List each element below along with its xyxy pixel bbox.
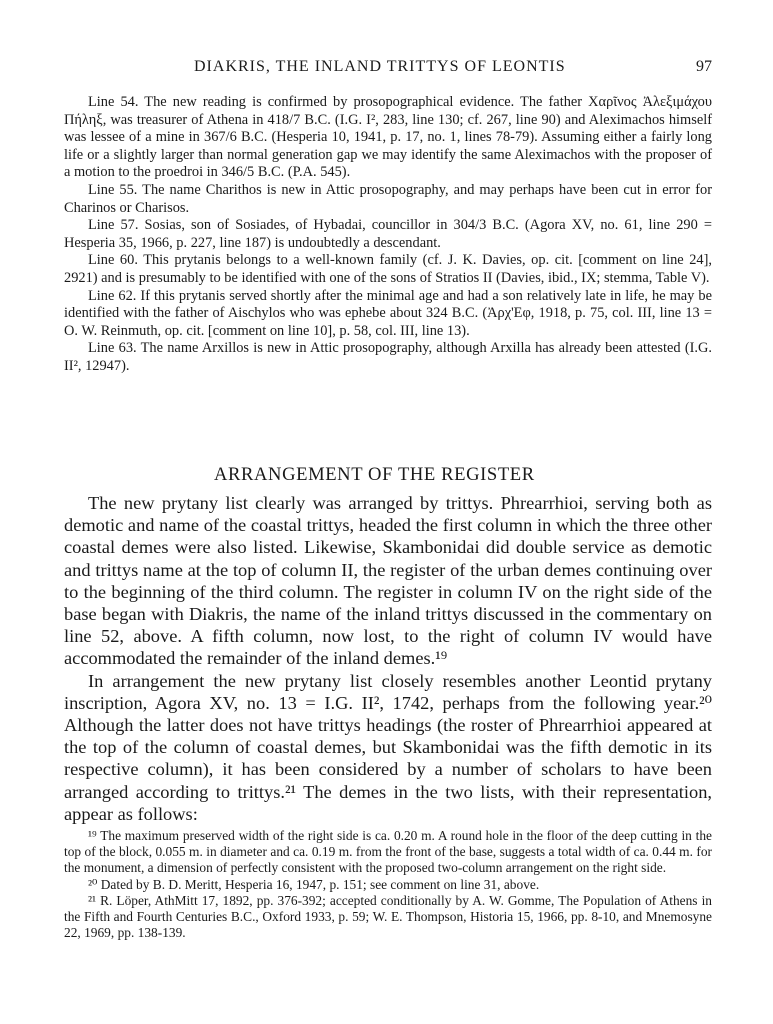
page-number: 97 (696, 58, 712, 75)
commentary-line-62: Line 62. If this prytanis served shortly after the minimal age and had a son relatively late in life, he may be identified with the father of Aischylos who was ephebe about 324 B.C. (Ἀρχ'Εφ, 1918, p. 75, col. III, line 13 = O. W. Reinmuth, op. cit. [comment on line 10], p. 58, col. III, line 13). (64, 287, 712, 339)
footnote-19: ¹⁹ The maximum preserved width of the right side is ca. 0.20 m. A round hole in the floor of the deep cutting in the top of the block, 0.055 m. in diameter and ca. 0.19 m. from the front of the base, suggests a total width of ca. 0.44 m. for the monument, a dimension of perfectly consistent with the proposed two-column arrangement on the right side. (64, 828, 712, 876)
line-commentary (64, 94, 712, 376)
commentary-line-55: Line 55. The name Charithos is new in Attic prosopography, and may perhaps have been cut in error for Charinos or Charisos. (64, 181, 712, 216)
running-title: DIAKRIS, THE INLAND TRITTYS OF LEONTIS (194, 58, 566, 75)
commentary-line-57: Line 57. Sosias, son of Sosiades, of Hybadai, councillor in 304/3 B.C. (Agora XV, no. 61, line 290 = Hesperia 35, 1966, p. 227, line 187) is undoubtedly a descendant. (64, 217, 712, 251)
body-text (64, 492, 712, 825)
running-header (64, 58, 712, 80)
body-paragraph: The new prytany list clearly was arranged by trittys. Phrearrhioi, serving both as demotic and name of the coastal trittys, headed the first column in which the three other coastal demes were also listed. Likewise, Skambonidai did double service as demotic and trittys name at the top of column II, the register of the urban demes continuing over to the beginning of the third column. The register in column IV on the right side of the base began with Diakris, the name of the inland trittys discussed in the commentary on line 52, above. A fifth column, now lost, to the right of column IV would have accommodated the remainder of the inland demes.¹⁹ (64, 493, 712, 669)
section-heading: ARRANGEMENT OF THE REGISTER (214, 464, 535, 485)
footnote-21: ²¹ R. Löper, AthMitt 17, 1892, pp. 376-392; accepted conditionally by A. W. Gomme, The Population of Athens in the Fifth and Fourth Centuries B.C., Oxford 1933, p. 59; W. E. Thompson, Historia 15, 1966, pp. 8-10, and Mnemosyne 22, 1969, pp. 138-139. (64, 892, 712, 941)
commentary-line-54: Line 54. The new reading is confirmed by prosopographical evidence. The father Χαρῖνος Ἀλεξιμάχου Πήληξ, was treasurer of Athena in 418/7 B.C. (I.G. I², 283, line 130; cf. 267, line 90) and Aleximachos himself was lessee of a mine in 367/6 B.C. (Hesperia 10, 1941, p. 17, no. 1, lines 78-79). Assuming either a fairly long life or a slightly larger than normal generation gap we may identify the same Aleximachos with the proposer of a motion to the proedroi in 346/5 B.C. (P.A. 545). (64, 94, 712, 181)
footnotes (64, 828, 712, 941)
footnote-20: ²⁰ Dated by B. D. Meritt, Hesperia 16, 1947, p. 151; see comment on line 31, above. (88, 876, 540, 892)
commentary-line-63: Line 63. The name Arxillos is new in Attic prosopography, although Arxilla has already been attested (I.G. II², 12947). (64, 340, 712, 374)
body-paragraph: In arrangement the new prytany list closely resembles another Leontid prytany inscription, Agora XV, no. 13 = I.G. II², 1742, perhaps from the following year.²⁰ Although the latter does not have trittys headings (the roster of Phrearrhioi appeared at the top of the column of coastal demes, but Skambonidai was the fifth demotic in its respective column), it has been considered by a number of scholars to have been arranged according to trittys.²¹ The demes in the two lists, with their representation, appear as follows: (64, 670, 712, 824)
commentary-line-60: Line 60. This prytanis belongs to a well-known family (cf. J. K. Davies, op. cit. [comment on line 24], 2921) and is presumably to be identified with one of the sons of Stratios II (Davies, ibid., IX; stemma, Table V). (64, 252, 712, 286)
